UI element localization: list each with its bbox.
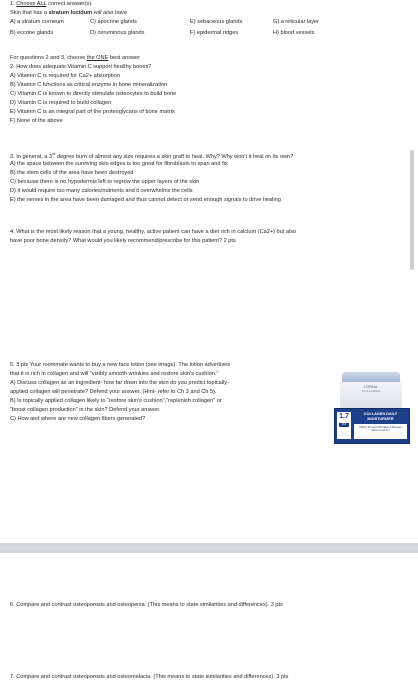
q1-option-f[interactable]: F) epidermal ridges [190, 30, 239, 36]
q1-prompt-bold: stratum lucidum [48, 10, 93, 16]
q23-intro-under: the ONE [86, 55, 109, 61]
q1-option-c[interactable]: C) apocrine glands [90, 19, 137, 25]
q5-line-6: "boost collagen production" in the skin? Defend your answer. [10, 407, 161, 413]
jar-brand: L'OREAL [363, 385, 379, 389]
q3-question [10, 152, 293, 161]
q2-option-a[interactable]: A) Vitamin C is required for Ca2+ absorption [10, 73, 120, 79]
q2-question: 2. How does adequate Vitamin C support healthy bones? [10, 64, 152, 70]
q2-option-e[interactable]: E) Vitamin C is an integral part of the proteoglycans of bone matrix [10, 109, 175, 115]
q1-option-e[interactable]: E) sebaceous glands [190, 19, 243, 25]
q3-option-a[interactable]: A) the space between the surviving skin edges is too great for fibroblasts to span and fix [10, 161, 228, 167]
q3-question-post: degree burn of almost any size requires a skin graft to heal. Why? Why won't it heal on its own? [56, 153, 294, 160]
q2-option-b[interactable]: B) Vitamin C functions as critical enzyme in bone mineralization [10, 82, 168, 88]
q2-option-f[interactable]: F) None of the above [10, 118, 63, 124]
q5-line-1: 5. 3 pts Your roommate wants to buy a new face lotion (see image). The lotion advertises [10, 362, 231, 368]
q1-option-g[interactable]: G) a reticular layer [273, 19, 320, 25]
size-badge-unit: OZ [339, 423, 349, 427]
q4-line-2: have poor bone density? What would you likely recommend/prescribe for this patient? 2 pts [10, 238, 236, 244]
q23-intro-pre: For questions 2 and 3, choose [10, 55, 86, 61]
q6-text: 6. Compare and contrast osteoporosis and osteopenia. (This means to state similarities and differences). 3 pts [10, 602, 283, 608]
q2-option-d[interactable]: D) Vitamin C is required to build collagen [10, 100, 112, 106]
q1-header-rest: correct answer(s). [48, 1, 93, 7]
product-box [334, 408, 410, 444]
q23-intro [10, 55, 140, 62]
q3-option-e[interactable]: E) the nerves in the area have been damaged and thus cannot detect or send enough signals to drive healing [10, 197, 281, 203]
q5-line-5: B) Is topically applied collagen likely to "restore skin's cushion","replenish collagen" or [10, 398, 222, 404]
jar-body [340, 382, 402, 408]
q1-option-h[interactable]: H) blood vessels [273, 30, 315, 36]
q1-prompt-post: will also have [93, 10, 127, 16]
q3-option-b[interactable]: B) the stem cells of the area have been destroyed [10, 170, 134, 176]
box-title: COLLAGEN DAILY MOISTURIZER [363, 412, 398, 421]
section-divider [0, 543, 418, 553]
q1-option-d[interactable]: D) ceruminous glands [90, 30, 145, 36]
q1-option-a[interactable]: A) a stratum corneum [10, 19, 64, 25]
q5-line-3: A) Discuss collagen as an ingredient- how far down into the skin do you predict topically- [10, 380, 229, 386]
size-badge [337, 412, 351, 439]
q3-option-c[interactable]: C) because there is no hypodermis left to regrow the upper layers of the skin [10, 179, 200, 185]
q4-line-1: 4. What is the most likely reason that a young, healthy, active patient can have a diet rich in calcium (Ca2+) but also [10, 229, 297, 235]
q1-header [10, 1, 93, 8]
q3-question-pre: 3. In general, a 3 [10, 153, 52, 160]
q1-option-b[interactable]: B) eccrine glands [10, 30, 54, 36]
q5-line-4: applied collagen will penetrate? Defend your answer. (Hint- refer to Ch 3 and Ch 5). [10, 389, 217, 395]
size-badge-number: 1.7 [339, 413, 349, 420]
q7-text: 7. Compare and contrast osteoporosis and osteomalacia. (This means to state similarities and differences). 3 pts [10, 674, 289, 680]
q1-prompt-pre: Skin that has a [10, 10, 48, 16]
jar-line: COLLAGEN [362, 389, 380, 394]
q1-choose-all: Choose ALL [16, 1, 47, 7]
q1-prompt [10, 10, 127, 17]
box-panel-text: Visibly Smooth Wrinkles & Restore Skin's Cushion [358, 425, 403, 433]
q3-question-sup: rd [51, 152, 56, 156]
page-scrollbar[interactable] [410, 150, 414, 270]
lotion-product-image [334, 372, 410, 444]
q3-option-d[interactable]: D) it would require too many calories/nutrients and it overwhelms the cells [10, 188, 193, 194]
q2-option-c[interactable]: C) Vitamin C is known to directly stimulate osteocytes to build bone [10, 91, 177, 97]
q5-line-2: that it is rich in collagen and will "visibly smooth wrinkles and restore skin's cushion." [10, 371, 219, 377]
q5-line-7: C) How and where are new collagen fibers generated? [10, 416, 146, 422]
q23-intro-post: best answer [109, 55, 141, 61]
q1-number: 1. [10, 1, 15, 7]
